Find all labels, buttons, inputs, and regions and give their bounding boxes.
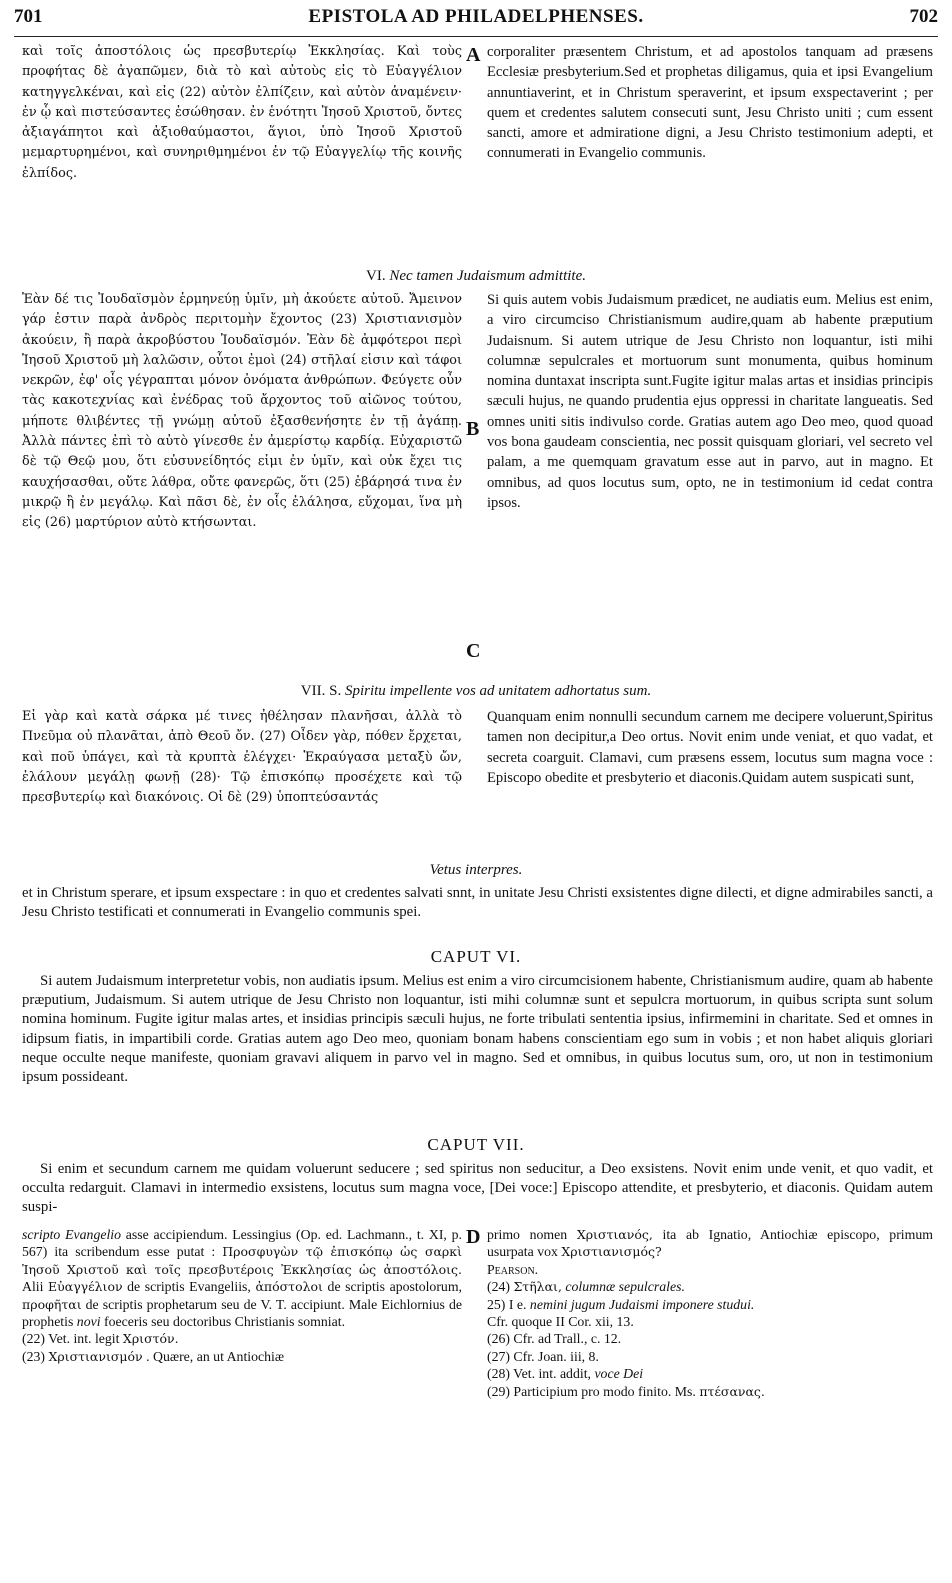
footnote-text: Alii bbox=[22, 1279, 49, 1295]
latin-column-block2 bbox=[487, 290, 933, 513]
footnote-italic: nemini jugum Judaismi imponere studui. bbox=[529, 1296, 755, 1312]
footnote-23 bbox=[22, 1348, 462, 1365]
latin-column-block1 bbox=[487, 42, 933, 164]
section-heading-vi bbox=[0, 268, 952, 285]
footnote-text: (24) bbox=[487, 1279, 514, 1295]
footnote-text: ita ab Ignatio, Antiochiæ episcopo, primum usurpata vox bbox=[487, 1227, 933, 1260]
footnote-25 bbox=[487, 1296, 933, 1313]
footnote-text: 25) I e. bbox=[487, 1296, 530, 1312]
greek-text: Εἰ γὰρ καὶ κατὰ σάρκα μέ τινες ἠθέλησαν πλανῆσαι, ἀλλὰ τὸ Πνεῦμα οὐ πλανᾶται, ἀπὸ Θεοῦ ὄν. (27) Οἶδεν γὰρ, πόθεν ἔρχεται, καὶ ποῦ ὑπάγει, καὶ τὰ κρυπτὰ ἐλέγχει· Ἐκραύγασα μεταξὺ ὤν, ἐλάλουν μεγάλῃ φωνῇ (28)· Τῷ ἐπισκόπῳ προσέχετε καὶ τῷ πρεσβυτερίῳ καὶ διακόνοις. Οἱ δὲ (29) ὑποπτεύσαντάς bbox=[22, 709, 462, 806]
footnote-greek: Χριστιανισμόν bbox=[48, 1348, 143, 1364]
footnote-continuation bbox=[487, 1226, 933, 1261]
footnote-28 bbox=[487, 1365, 933, 1382]
footnote-text: de scriptis prophetarum seu de V. T. accipiunt. Male Eichlornius de prophetis bbox=[22, 1296, 462, 1330]
page-number-right: 702 bbox=[909, 6, 938, 27]
footnotes-left bbox=[22, 1226, 462, 1365]
footnote-italic: voce Dei bbox=[594, 1366, 644, 1382]
footnote-greek: πτέσανας. bbox=[699, 1383, 765, 1399]
greek-column-block3 bbox=[22, 707, 462, 808]
section-heading-vii bbox=[0, 683, 952, 700]
footnote-27: (27) Cfr. Joan. iii, 8. bbox=[487, 1348, 599, 1364]
vetus-intro-text: et in Christum sperare, et ipsum exspectare : in quo et credentes salvati snnt, in unitate Jesu Christi exsistentes digne dilecti, et digne admirabiles sancti, a Jesu Christo testificati et connumerati in Evangelio communis spei. bbox=[22, 885, 933, 921]
footnote-signature: Pearson. bbox=[487, 1261, 539, 1277]
page-number-left: 701 bbox=[14, 6, 43, 27]
latin-text: Quanquam enim nonnulli secundum carnem me decipere voluerunt,Spiritus tamen non decipitur,a Deo ortus. Novit enim unde veniat, et quo vadat, et secreta coarguit. Clamavi, cum præsens essem, locutus sum magna voce : Episcopo obedite et presbyterio et diaconis.Quidam autem suspicati sunt, bbox=[487, 709, 933, 786]
footnote-greek: Χριστιανός, bbox=[576, 1227, 653, 1242]
margin-letter-a: A bbox=[466, 44, 481, 66]
footnote-greek: προφῆται bbox=[22, 1296, 82, 1312]
margin-letter-c: C bbox=[466, 640, 481, 662]
footnote-text: (22) Vet. int. legit bbox=[22, 1331, 123, 1347]
footnote-text: foeceris seu doctoribus Christianis somniat. bbox=[100, 1314, 346, 1330]
caput-vi-paragraph bbox=[22, 972, 933, 1087]
footnote-24 bbox=[487, 1278, 933, 1295]
header-rule bbox=[14, 36, 938, 37]
footnote-greek: ἀπόστολοι bbox=[255, 1279, 323, 1295]
footnote-text: (23) bbox=[22, 1348, 49, 1364]
vetus-interpres-heading: Vetus interpres. bbox=[429, 862, 523, 878]
caput-vii-heading: CAPUT VII. bbox=[427, 1135, 525, 1154]
footnote-text: asse accipiendum. Lessingius (Op. ed. Lachmann., t. XI, p. 567) ita scribendum esse putat : bbox=[22, 1227, 462, 1260]
greek-column-block1 bbox=[22, 42, 462, 184]
footnote-italic: scripto Evangelio bbox=[22, 1227, 122, 1242]
vetus-intro-paragraph bbox=[22, 884, 933, 922]
footnote-greek: Εὐαγγέλιον bbox=[48, 1279, 123, 1295]
caput-vi-text: Si autem Judaismum interpretetur vobis, non audiatis ipsum. Melius est enim a viro circumcisionem habente, Christianismum audire, quam ab habente præputium, Judaismum. Si autem utrique de Jesu Christo non loquantur, isti mihi columnæ sunt et sepulcra mortuorum, in quibus scripta sunt solum nomina hominum. Fugite igitur malas artes, et insidias principis sæculi hujus, ne forte tribulati sententia ipsius, infirmemini in charitate. Sed et omnes in idipsum fiatis, in impartibili corde. Gratias autem ago Deo meo, quoniam bonam habens conscientiam ego sum in vobis ; et non habet aliquis gloriari neque occulte neque manifeste, quoniam gravavi aliquem in parvo vel in magno. Sed et omnibus, in quibus locutus sum, oro, ut non in testimonium ipsum possideant. bbox=[22, 973, 933, 1086]
latin-text: corporaliter præsentem Christum, et ad apostolos tanquam ad præsens Ecclesiæ presbyterium.Sed et prophetas diligamus, quia et ipsi Evangelium annuntiaverint, et in Christum speraverint, et ipsum exspectaverint ; per quem et credentes salutem consecuti sunt, Jesu Christo uniti ; cum essent sancti, amore et admiratione digni, a Jesu Christo testimonium adepti, et connumerati in Evangelio communis. bbox=[487, 44, 933, 162]
caput-vi-heading: CAPUT VI. bbox=[430, 947, 522, 966]
margin-letter-b: B bbox=[466, 418, 480, 440]
footnote-26: (26) Cfr. ad Trall., c. 12. bbox=[487, 1331, 622, 1347]
footnotes-right bbox=[487, 1226, 933, 1400]
footnote-25-ref: Cfr. quoque II Cor. xii, 13. bbox=[487, 1314, 634, 1330]
running-header bbox=[14, 6, 938, 36]
section-title: Nec tamen Judaismum admittite. bbox=[389, 268, 586, 284]
running-title: EPISTOLA AD PHILADELPHENSES. bbox=[308, 6, 644, 27]
footnote-text: de scriptis Evangeliis, bbox=[122, 1279, 256, 1295]
footnote-text: . Quære, an ut Antiochiæ bbox=[142, 1348, 285, 1364]
footnote-text: (28) Vet. int. addit, bbox=[487, 1366, 595, 1382]
footnote-29 bbox=[487, 1383, 933, 1400]
greek-text: Ἐὰν δέ τις Ἰουδαϊσμὸν ἑρμηνεύῃ ὑμῖν, μὴ ἀκούετε αὐτοῦ. Ἄμεινον γάρ ἐστιν παρὰ ἀνδρὸς περιτομὴν ἔχοντος (23) Χριστιανισμὸν ἀκούειν, ἢ παρὰ ἀκροβύστου Ἰουδαϊσμόν. Ἐὰν δὲ ἀμφότεροι περὶ Ἰησοῦ Χριστοῦ μὴ λαλῶσιν, οὗτοι ἐμοὶ (24) στῆλαί εἰσιν καὶ τάφοι νεκρῶν, ἐφ' οἷς γέγραπται μόνον ὀνόματα ἀνθρώπων. Φεύγετε οὖν τὰς κακοτεχνίας καὶ ἐνέδρας τοῦ ἄρχοντος τοῦ αἰῶνος τούτου, μήποτε θλιβέντες τῇ γνώμῃ αὐτοῦ ἐξασθενήσητε ἐν τῇ ἀγάπῃ. Ἀλλὰ πάντες ἐπὶ τὸ αὐτὸ γίνεσθε ἐν ἀμερίστῳ καρδίᾳ. Εὐχαριστῶ δὲ τῷ Θεῷ μου, ὅτι εὐσυνείδητός εἰμι ἐν ὑμῖν, καὶ οὐκ ἔχει τις καυχήσασθαι, οὔτε λάθρα, οὔτε φανερῶς, ὅτι (25) ἐβάρησά τινα ἐν μικρῷ ἢ ἐν μεγάλῳ. Καὶ πᾶσι δὲ, ἐν οἷς ἐλάλησα, εὔχομαι, ἵνα μὴ εἰς (26) μαρτύριον αὐτὸ κτήσωνται. bbox=[22, 292, 462, 531]
greek-text: καὶ τοῖς ἀποστόλοις ὡς πρεσβυτερίῳ Ἐκκλησίας. Καὶ τοὺς προφήτας δὲ ἀγαπῶμεν, διὰ τὸ καὶ αὐτοὺς εἰς τὸ Εὐαγγέλιον κατηγγελκέναι, καὶ εἰς (22) αὐτὸν ἐλπίζειν, καὶ αὐτὸν ἀναμένειν· ἐν ᾧ καὶ πιστεύσαντες ἐσώθησαν. ἐν ἑνότητι Ἰησοῦ Χριστοῦ, ὄντες ἀξιαγάπητοι καὶ ἀξιοθαύμαστοι, ἅγιοι, ὑπὸ Ἰησοῦ Χριστοῦ μεμαρτυρημένοι, καὶ συνηριθμημένοι ἐν τῷ Εὐαγγελίῳ τῆς κοινῆς ἐλπίδος. bbox=[22, 44, 462, 181]
footnote-text: (29) Participium pro modo finito. Ms. bbox=[487, 1383, 700, 1399]
footnote-greek: Στῆλαι, bbox=[513, 1279, 562, 1295]
section-number: VII. S. bbox=[300, 683, 342, 699]
footnote-italic: novi bbox=[76, 1314, 101, 1330]
caput-vii-text: Si enim et secundum carnem me quidam voluerunt seducere ; sed spiritus non seducitur, a Deo exsistens. Novit enim unde venit, et quo vadit, et occulta redarguit. Clamavi in intermedio exsistens, locutus sum magna voce, [Dei voce:] Episcopo attendite, et presbyterio, et diaconis. Quidam autem suspi- bbox=[22, 1161, 933, 1216]
footnote-text: primo nomen bbox=[487, 1227, 577, 1242]
latin-text: Si quis autem vobis Judaismum prædicet, ne audiatis eum. Melius est enim, a viro circumciso Christianismum audire,quam ab habente præputium Judaisnum. Si autem utrique de Jesu Christo non loquantur, isti mihi columnæ sepulcrales et mortuorum sunt monumenta, quibus hominum nomina duntaxat inscripta sunt.Fugite igitur malas artas et insidias principis sæculi hujus, ne quando prudentia ejus oppressi in charitate langueatis. Sed omnes uniti sitis indivulso corde. Gratias autem ago Deo meo, quod quoad vos bona gaudeam conscientia, nec possit quisquam gloriari, vel secreto vel palam, a me quemquam gravatum esse aut in parvo, aut in magno. Et omnibus, ad quos locutus sum, opto, ne in testimonium id cedat contra ipsos. bbox=[487, 292, 933, 511]
footnote-greek: Προσφυγὼν τῷ ἐπισκόπῳ ὡς σαρκὶ Ἰησοῦ Χριστοῦ καὶ τοῖς πρεσβυτέροις Ἐκκλησίας ὡς ἀποστόλοις. bbox=[22, 1244, 462, 1277]
section-number: VI. bbox=[366, 268, 386, 284]
footnote-continuation bbox=[22, 1226, 462, 1330]
footnote-22 bbox=[22, 1330, 462, 1347]
footnote-italic: columnæ sepulcrales. bbox=[561, 1279, 685, 1295]
margin-letter-d: D bbox=[466, 1226, 481, 1248]
footnote-greek: Χριστιανισμός? bbox=[561, 1244, 662, 1260]
greek-column-block2 bbox=[22, 290, 462, 534]
caput-vii-paragraph bbox=[22, 1160, 933, 1218]
footnote-greek: Χριστόν. bbox=[122, 1331, 179, 1347]
latin-column-block3 bbox=[487, 707, 933, 788]
footnote-text: de scriptis apostolorum, bbox=[322, 1279, 462, 1295]
section-title: Spiritu impellente vos ad unitatem adhortatus sum. bbox=[344, 683, 652, 699]
